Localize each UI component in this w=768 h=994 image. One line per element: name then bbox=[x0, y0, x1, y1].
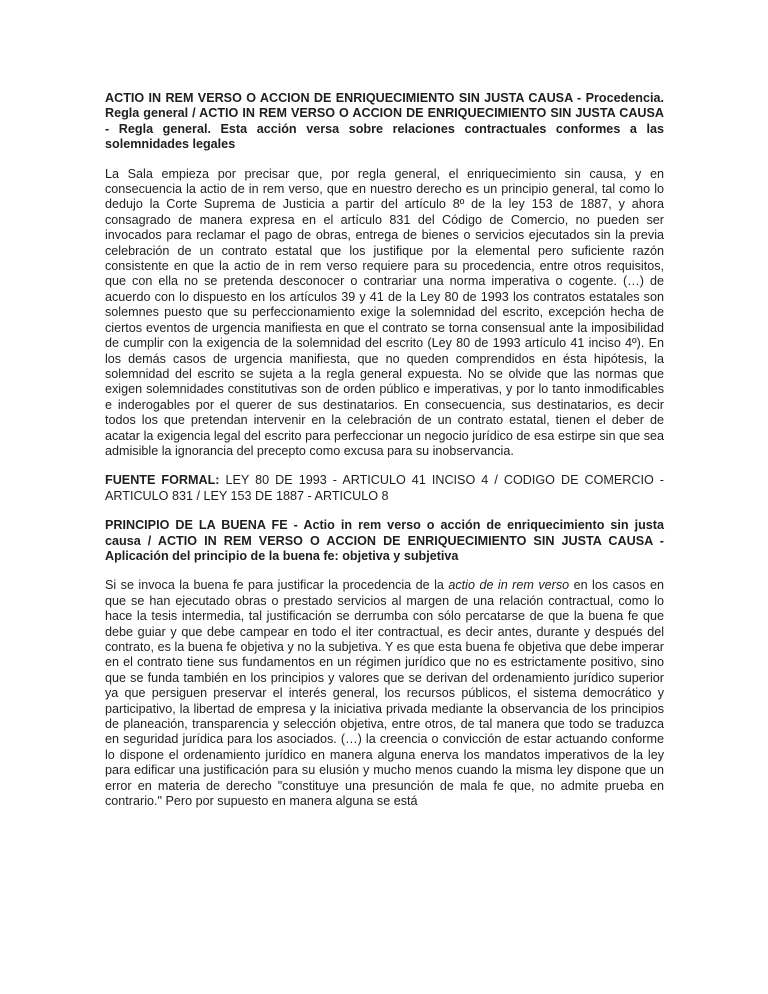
latin-term-italic: actio de in rem verso bbox=[448, 578, 570, 593]
paragraph-buena-fe-lead: Si se invoca la buena fe para justificar la procedencia de la bbox=[105, 578, 449, 593]
paragraph-fuente-formal bbox=[105, 473, 664, 504]
section-heading-principio-buena-fe: PRINCIPIO DE LA BUENA FE - Actio in rem verso o acción de enriquecimiento sin justa causa / ACTIO IN REM VERSO O ACCION DE ENRIQUECIMIENTO SIN JUSTA CAUSA - Aplicación del principio de la buena fe: objetiva y subjetiva bbox=[105, 518, 664, 563]
fuente-formal-label: FUENTE FORMAL: bbox=[105, 473, 220, 488]
section-heading-actio-in-rem-verso: ACTIO IN REM VERSO O ACCION DE ENRIQUECIMIENTO SIN JUSTA CAUSA - Procedencia. Regla general / ACTIO IN REM VERSO O ACCION DE ENRIQUECIMIENTO SIN JUSTA CAUSA - Regla general. Esta acción versa sobre relaciones contractuales conformes a las solemnidades legales bbox=[105, 91, 664, 152]
paragraph-buena-fe-body: en los casos en que se han ejecutado obras o prestado servicios al margen de una relación contractual, como lo hace la tesis intermedia, tal justificación se derrumba con sólo percatarse de que la buena fe que debe guiar y que debe campear en todo el iter contractual, es decir antes, durante y después del contrato, es la buena fe objetiva y no la subjetiva. Y es que esta buena fe objetiva que debe imperar en el contrato tiene sus fundamentos en un régimen jurídico que no es estrictamente positivo, sino que se funda también en los principios y valores que se derivan del ordenamiento jurídico superior ya que persiguen preservar el interés general, los recursos públicos, el sistema democrático y participativo, la libertad de empresa y la iniciativa privada mediante la observancia de los principios de planeación, transparencia y selección objetiva, entre otros, de tal manera que todo se traduzca en seguridad jurídica para los asociados. (…) la creencia o convicción de estar actuando conforme lo dispone el ordenamiento jurídico en manera alguna enerva los mandatos imperativos de la ley para edificar una justificación para su elusión y mucho menos cuando la misma ley dispone que un error en materia de derecho "constituye una presunción de mala fe que, no admite prueba en contrario." Pero por supuesto en manera alguna se está bbox=[105, 578, 664, 809]
paragraph-buena-fe bbox=[105, 578, 664, 809]
paragraph-regla-general: La Sala empieza por precisar que, por regla general, el enriquecimiento sin causa, y en consecuencia la actio de in rem verso, que en nuestro derecho es un principio general, tal como lo dedujo la Corte Suprema de Justicia a partir del artículo 8º de la ley 153 de 1887, y ahora consagrado de manera expresa en el artículo 831 del Código de Comercio, no pueden ser invocados para reclamar el pago de obras, entrega de bienes o servicios ejecutados sin la previa celebración de un contrato estatal que los justifique por la elemental pero suficiente razón consistente en que la actio de in rem verso requiere para su procedencia, entre otros requisitos, que con ella no se pretenda desconocer o contrariar una norma imperativa o cogente. (…) de acuerdo con lo dispuesto en los artículos 39 y 41 de la Ley 80 de 1993 los contratos estatales son solemnes puesto que su perfeccionamiento exige la solemnidad del escrito, excepción hecha de ciertos eventos de urgencia manifiesta en que el contrato se torna consensual ante la imposibilidad de cumplir con la exigencia de la solemnidad del escrito (Ley 80 de 1993 artículo 41 inciso 4º). En los demás casos de urgencia manifiesta, que no queden comprendidos en ésta hipótesis, la solemnidad del escrito se sujeta a la regla general expuesta. No se olvide que las normas que exigen solemnidades constitutivas son de orden público e imperativas, y por lo tanto inmodificables e inderogables por el querer de sus destinatarios. En consecuencia, sus destinatarios, es decir todos los que pretendan intervenir en la celebración de un contrato estatal, tienen el deber de acatar la exigencia legal del escrito para perfeccionar un negocio jurídico de esa estirpe sin que sea admisible la ignorancia del precepto como excusa para su inobservancia. bbox=[105, 166, 664, 458]
fuente-formal-text: LEY 80 DE 1993 - ARTICULO 41 INCISO 4 / CODIGO DE COMERCIO - ARTICULO 831 / LEY 153 DE 1887 - ARTICULO 8 bbox=[105, 473, 665, 503]
